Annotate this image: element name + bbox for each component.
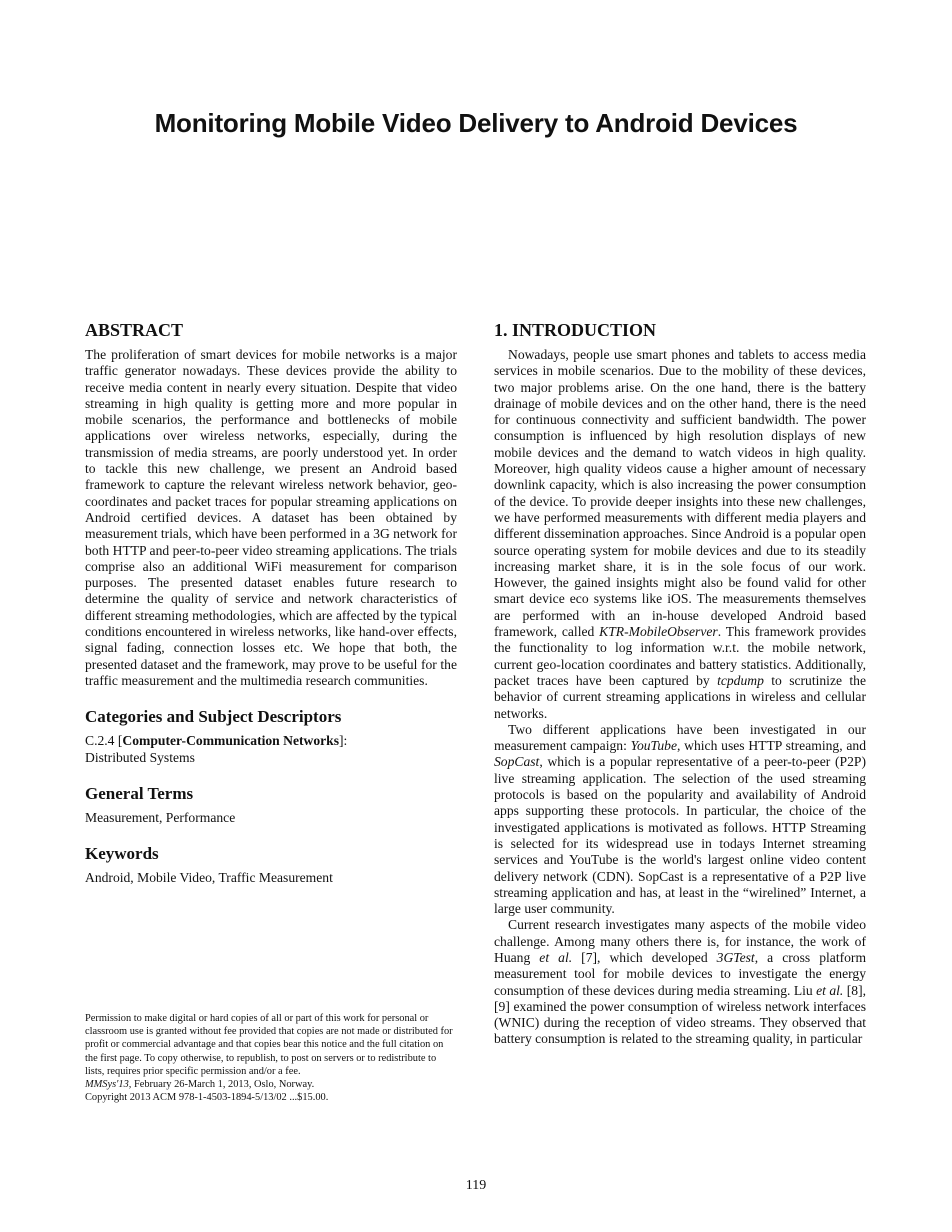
intro-p3-text-a: Current research investigates many aspects of the mobile video challenge. Among many others there is, for instance, the work of Huang — [494, 917, 866, 965]
venue-name: MMSys'13, — [85, 1079, 132, 1091]
intro-p3-text-c: , a cross platform measurement tool for mobile devices to investigate the energy consumption of these devices during media streaming. Liu — [494, 949, 867, 998]
3gtest-name: 3GTest — [716, 949, 755, 965]
intro-paragraph-2 — [494, 722, 866, 918]
abstract-heading: ABSTRACT — [85, 320, 184, 340]
intro-p3-text-d: [8], [9] examined the power consumption of wireless network interfaces (WNIC) during the reception of video streams. They observed that battery consumption is related to the streaming quality, in particular — [494, 982, 866, 1047]
intro-p1-text-b: . This framework provides the functionality to log information w.r.t. the mobile network, current geo-location coordinates and battery statistics. Additionally, packet traces have been captured by — [494, 624, 866, 688]
right-column — [494, 320, 866, 1048]
introduction-heading: 1. INTRODUCTION — [494, 320, 657, 340]
copyright-line: Copyright 2013 ACM 978-1-4503-1894-5/13/02 ...$15.00. — [85, 1092, 329, 1104]
keywords-text: Android, Mobile Video, Traffic Measurement — [85, 870, 333, 886]
categories-heading: Categories and Subject Descriptors — [85, 707, 342, 727]
intro-p2-text-a: Two different applications have been investigated in our measurement campaign: — [494, 721, 866, 754]
permission-block — [85, 1012, 457, 1104]
venue-details: February 26-March 1, 2013, Oslo, Norway. — [131, 1079, 315, 1091]
general-terms-heading: General Terms — [85, 783, 194, 803]
intro-p1-text-a: Nowadays, people use smart phones and tablets to access media services in mobile scenarios. Due to the mobility of these devices, two major problems arise. On the one hand, there is the battery drainage of mobile devices and on the other hand, there is the need for continuous connectivity and sufficient bandwidth. The power consumption is influenced by high resolution displays of new mobile devices and the demand to watch videos in high quality. Moreover, high quality videos cause a higher amount of necessary downlink capacity, which is also increasing the power consumption of the device. To provide deeper insights into these new challenges, we have performed measurements with different media players and different dissemination approaches. Since Android is a popular open source operating system for mobile devices and due to its steadily increasing market share, it is in the sole focus of our work. However, the gained insights might also be found valid for other smart device eco systems like iOS. The measurements themselves are performed with an in-house developed Android based framework, called — [494, 347, 866, 640]
venue-line — [85, 1078, 457, 1091]
intro-p3-text-b: [7], which developed — [572, 949, 717, 965]
categories-suffix: : — [343, 733, 348, 749]
youtube-name: YouTube — [630, 738, 677, 754]
tool-name: tcpdump — [717, 672, 764, 688]
intro-p1-text-c: to scrutinize the behavior of current streaming applications in wireless and cellular networks. — [494, 672, 866, 721]
intro-paragraph-1 — [494, 347, 866, 722]
categories-code: C.2.4 — [85, 733, 115, 749]
categories-line2: Distributed Systems — [85, 749, 195, 765]
framework-name: KTR-MobileObserver — [599, 624, 718, 640]
general-terms-text: Measurement, Performance — [85, 809, 236, 825]
sopcast-name: SopCast — [494, 754, 540, 770]
etal-1: et al. — [539, 949, 573, 965]
abstract-text: The proliferation of smart devices for mobile networks is a major traffic generator nowadays. These devices provide the ability to receive media content in nearly every situation. Despite that video streaming in high quality is getting more and more popular in mobile scenarios, the performance and bottlenecks of mobile applications over wireless networks, especially, during the transmission of media streams, are poorly understood yet. In order to tackle this new challenge, we present an Android based framework to capture the relevant wireless network behavior, geo-coordinates and packet traces for popular streaming applications on Android certified devices. A dataset has been obtained by measurement trials, which have been performed in a 3G network for both HTTP and peer-to-peer video streaming applications. The trials comprise also an additional WiFi measurement for comparison purposes. The presented dataset enables future research to determine the quality of service and network characteristics of different streaming methodologies, which are affected by the typical conditions encountered in wireless networks, like hand-over effects, signal fading, connection losses etc. We hope that both, the presented dataset and the framework, may prove to be useful for the traffic measurement and the multimedia research communities. — [85, 347, 457, 688]
intro-p2-text-b: , which uses HTTP streaming, and — [676, 738, 866, 754]
permission-text: Permission to make digital or hard copies of all or part of this work for personal or classroom use is granted without fee provided that copies are not made or distributed for profit or commercial advantage and that copies bear this notice and the full citation on the first page. To copy otherwise, to republish, to post on servers or to redistribute to lists, requires prior specific permission and/or a fee. — [85, 1013, 453, 1077]
categories-bold: Computer-Communication Networks — [122, 733, 340, 749]
intro-p2-text-c: , which is a popular representative of a peer-to-peer (P2P) live streaming application. The selection of the used streaming protocols is based on the popularity and availability of Android apps supporting these protocols. In particular, the choice of the investigated applications is motivated as follows. HTTP Streaming is selected for its widespread use in todays Internet streaming services and YouTube is the world's largest online video content delivery network (CDN). SopCast is a representative of a P2P live streaming application and has, at least in the “wirelined” Internet, a large user community. — [494, 754, 866, 917]
paper-title: Monitoring Mobile Video Delivery to Android Devices — [154, 108, 798, 138]
intro-paragraph-3 — [494, 917, 866, 1047]
etal-2: et al. — [816, 982, 844, 998]
page-number: 119 — [465, 1178, 487, 1193]
left-column — [85, 320, 457, 886]
keywords-heading: Keywords — [85, 844, 159, 864]
categories-line: C.2.4 [Computer-Communication Networks]: — [85, 733, 348, 749]
